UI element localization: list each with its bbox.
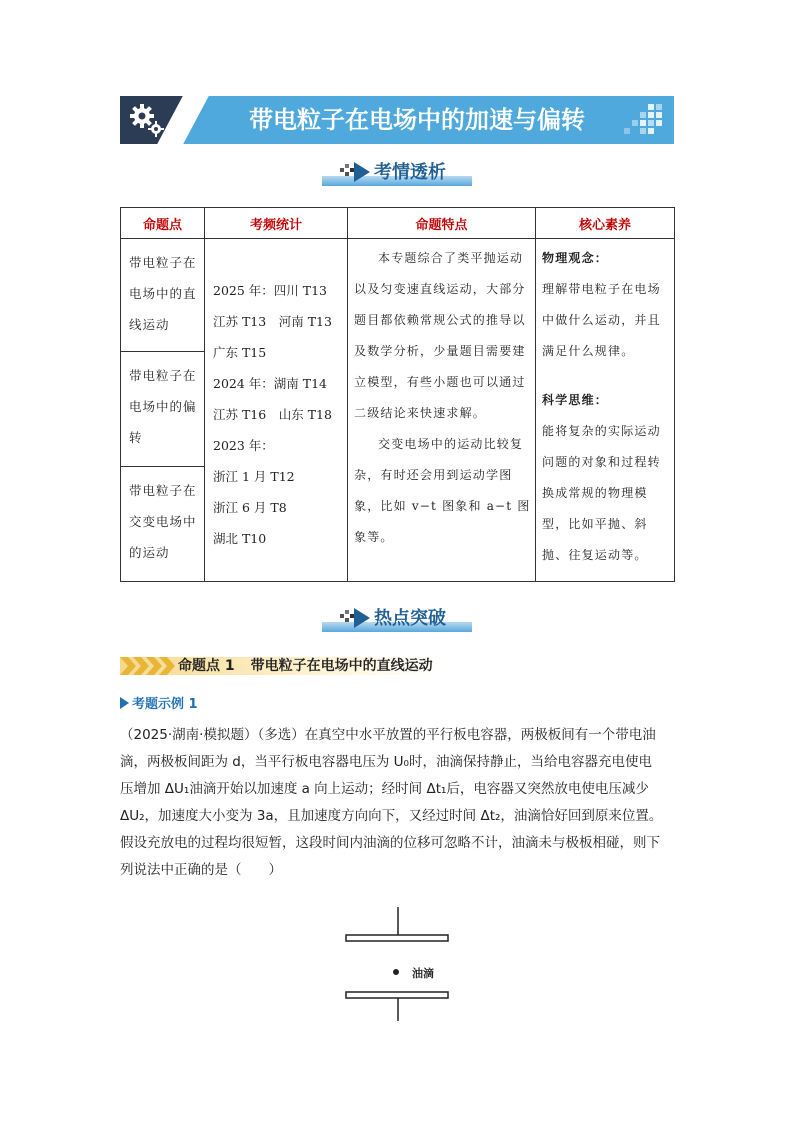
frequency-line: 2023 年：: [213, 438, 274, 453]
upper-plate: [346, 935, 448, 941]
example-label-text: 考题示例 1: [132, 697, 198, 712]
topic-cell: 带电粒子在电场中的直线运动: [121, 239, 205, 352]
subheading-label: 命题点 1: [178, 658, 235, 674]
title-banner: [120, 96, 674, 144]
arrow-play-icon: [340, 160, 374, 186]
core-heading: 科学思维：: [542, 393, 609, 407]
problem-line: 列说法中正确的是（ ）: [120, 862, 282, 878]
example-label: [120, 693, 198, 712]
frequency-line: 浙江 6 月 T8: [213, 500, 287, 515]
section-header-analysis: [322, 158, 472, 188]
table-header: 命题点: [121, 208, 205, 239]
table-header-row: [121, 208, 675, 239]
frequency-line: 湖北 T10: [213, 531, 267, 546]
lower-plate: [346, 992, 448, 998]
core-heading: 物理观念：: [542, 251, 609, 265]
topic-cell: 带电粒子在电场中的偏转: [121, 352, 205, 467]
capacitor-diagram: [340, 905, 460, 1029]
frequency-line: 2024 年：湖南 T14: [213, 376, 328, 391]
exam-analysis-table: [120, 207, 675, 582]
table-header: 考频统计: [205, 208, 348, 239]
problem-line: 滴，两极板间距为 d，当平行板电容器电压为 U₀时，油滴保持静止，当给电容器充电使电: [120, 754, 652, 770]
topic-cell: 带电粒子在交变电场中的运动: [121, 467, 205, 582]
frequency-line: 江苏 T16 山东 T18: [213, 407, 332, 422]
feature-paragraph: 本专题综合了类平抛运动以及匀变速直线运动，大部分题目都依赖常规公式的推导以及数学分析，少量题目需要建立模型，有些小题也可以通过二级结论来快速求解。: [354, 251, 526, 420]
table-header: 核心素养: [536, 208, 675, 239]
section-header-hotspot: [322, 604, 472, 634]
topic-subheading: [120, 653, 674, 677]
chevrons-icon: [120, 657, 176, 675]
section-title: 热点突破: [374, 608, 446, 629]
table-header: 命题特点: [348, 208, 536, 239]
table-row: [121, 239, 675, 352]
pixel-decoration-icon: [618, 102, 666, 138]
frequency-line: 广东 T15: [213, 345, 267, 360]
capacitor-figure: [340, 905, 460, 1025]
core-text: 理解带电粒子在电场中做什么运动，并且满足什么规律。: [542, 282, 661, 358]
core-text: 能将复杂的实际运动问题的对象和过程转换成常规的物理模型，比如平抛、斜抛、往复运动等。: [542, 424, 661, 562]
triangle-icon: [120, 697, 129, 709]
problem-line: 压增加 ΔU₁油滴开始以加速度 a 向上运动；经时间 Δt₁后，电容器又突然放电使电压减少: [120, 781, 649, 797]
subheading-text: [178, 655, 433, 675]
page-title: 带电粒子在电场中的加速与偏转: [249, 106, 585, 134]
arrow-play-icon: [340, 606, 374, 632]
frequency-line: 2025 年：四川 T13: [213, 283, 328, 298]
section-title: 考情透析: [374, 162, 446, 183]
problem-line: ΔU₂，加速度大小变为 3a，且加速度方向向下，又经过时间 Δt₂，油滴恰好回到原来位置。: [120, 808, 663, 824]
feature-paragraph: 交变电场中的运动比较复杂，有时还会用到运动学图象，比如 v−t 图象和 a−t 图象等。: [354, 437, 531, 544]
frequency-line: 江苏 T13 河南 T13: [213, 314, 332, 329]
problem-line: 假设充放电的过程均很短暂，这段时间内油滴的位移可忽略不计，油滴未与极板相碰，则下: [120, 835, 660, 851]
frequency-line: 浙江 1 月 T12: [213, 469, 295, 484]
subheading-title: 带电粒子在电场中的直线运动: [250, 658, 433, 674]
frequency-cell: [205, 239, 348, 582]
problem-line: （2025·湖南·模拟题）（多选）在真空中水平放置的平行板电容器，两极板间有一个带电油: [120, 727, 656, 743]
droplet-label: 油滴: [412, 967, 434, 980]
core-literacy-cell: [536, 239, 675, 582]
problem-text: [120, 722, 676, 884]
oil-droplet: [393, 969, 399, 975]
features-cell: [348, 239, 536, 582]
